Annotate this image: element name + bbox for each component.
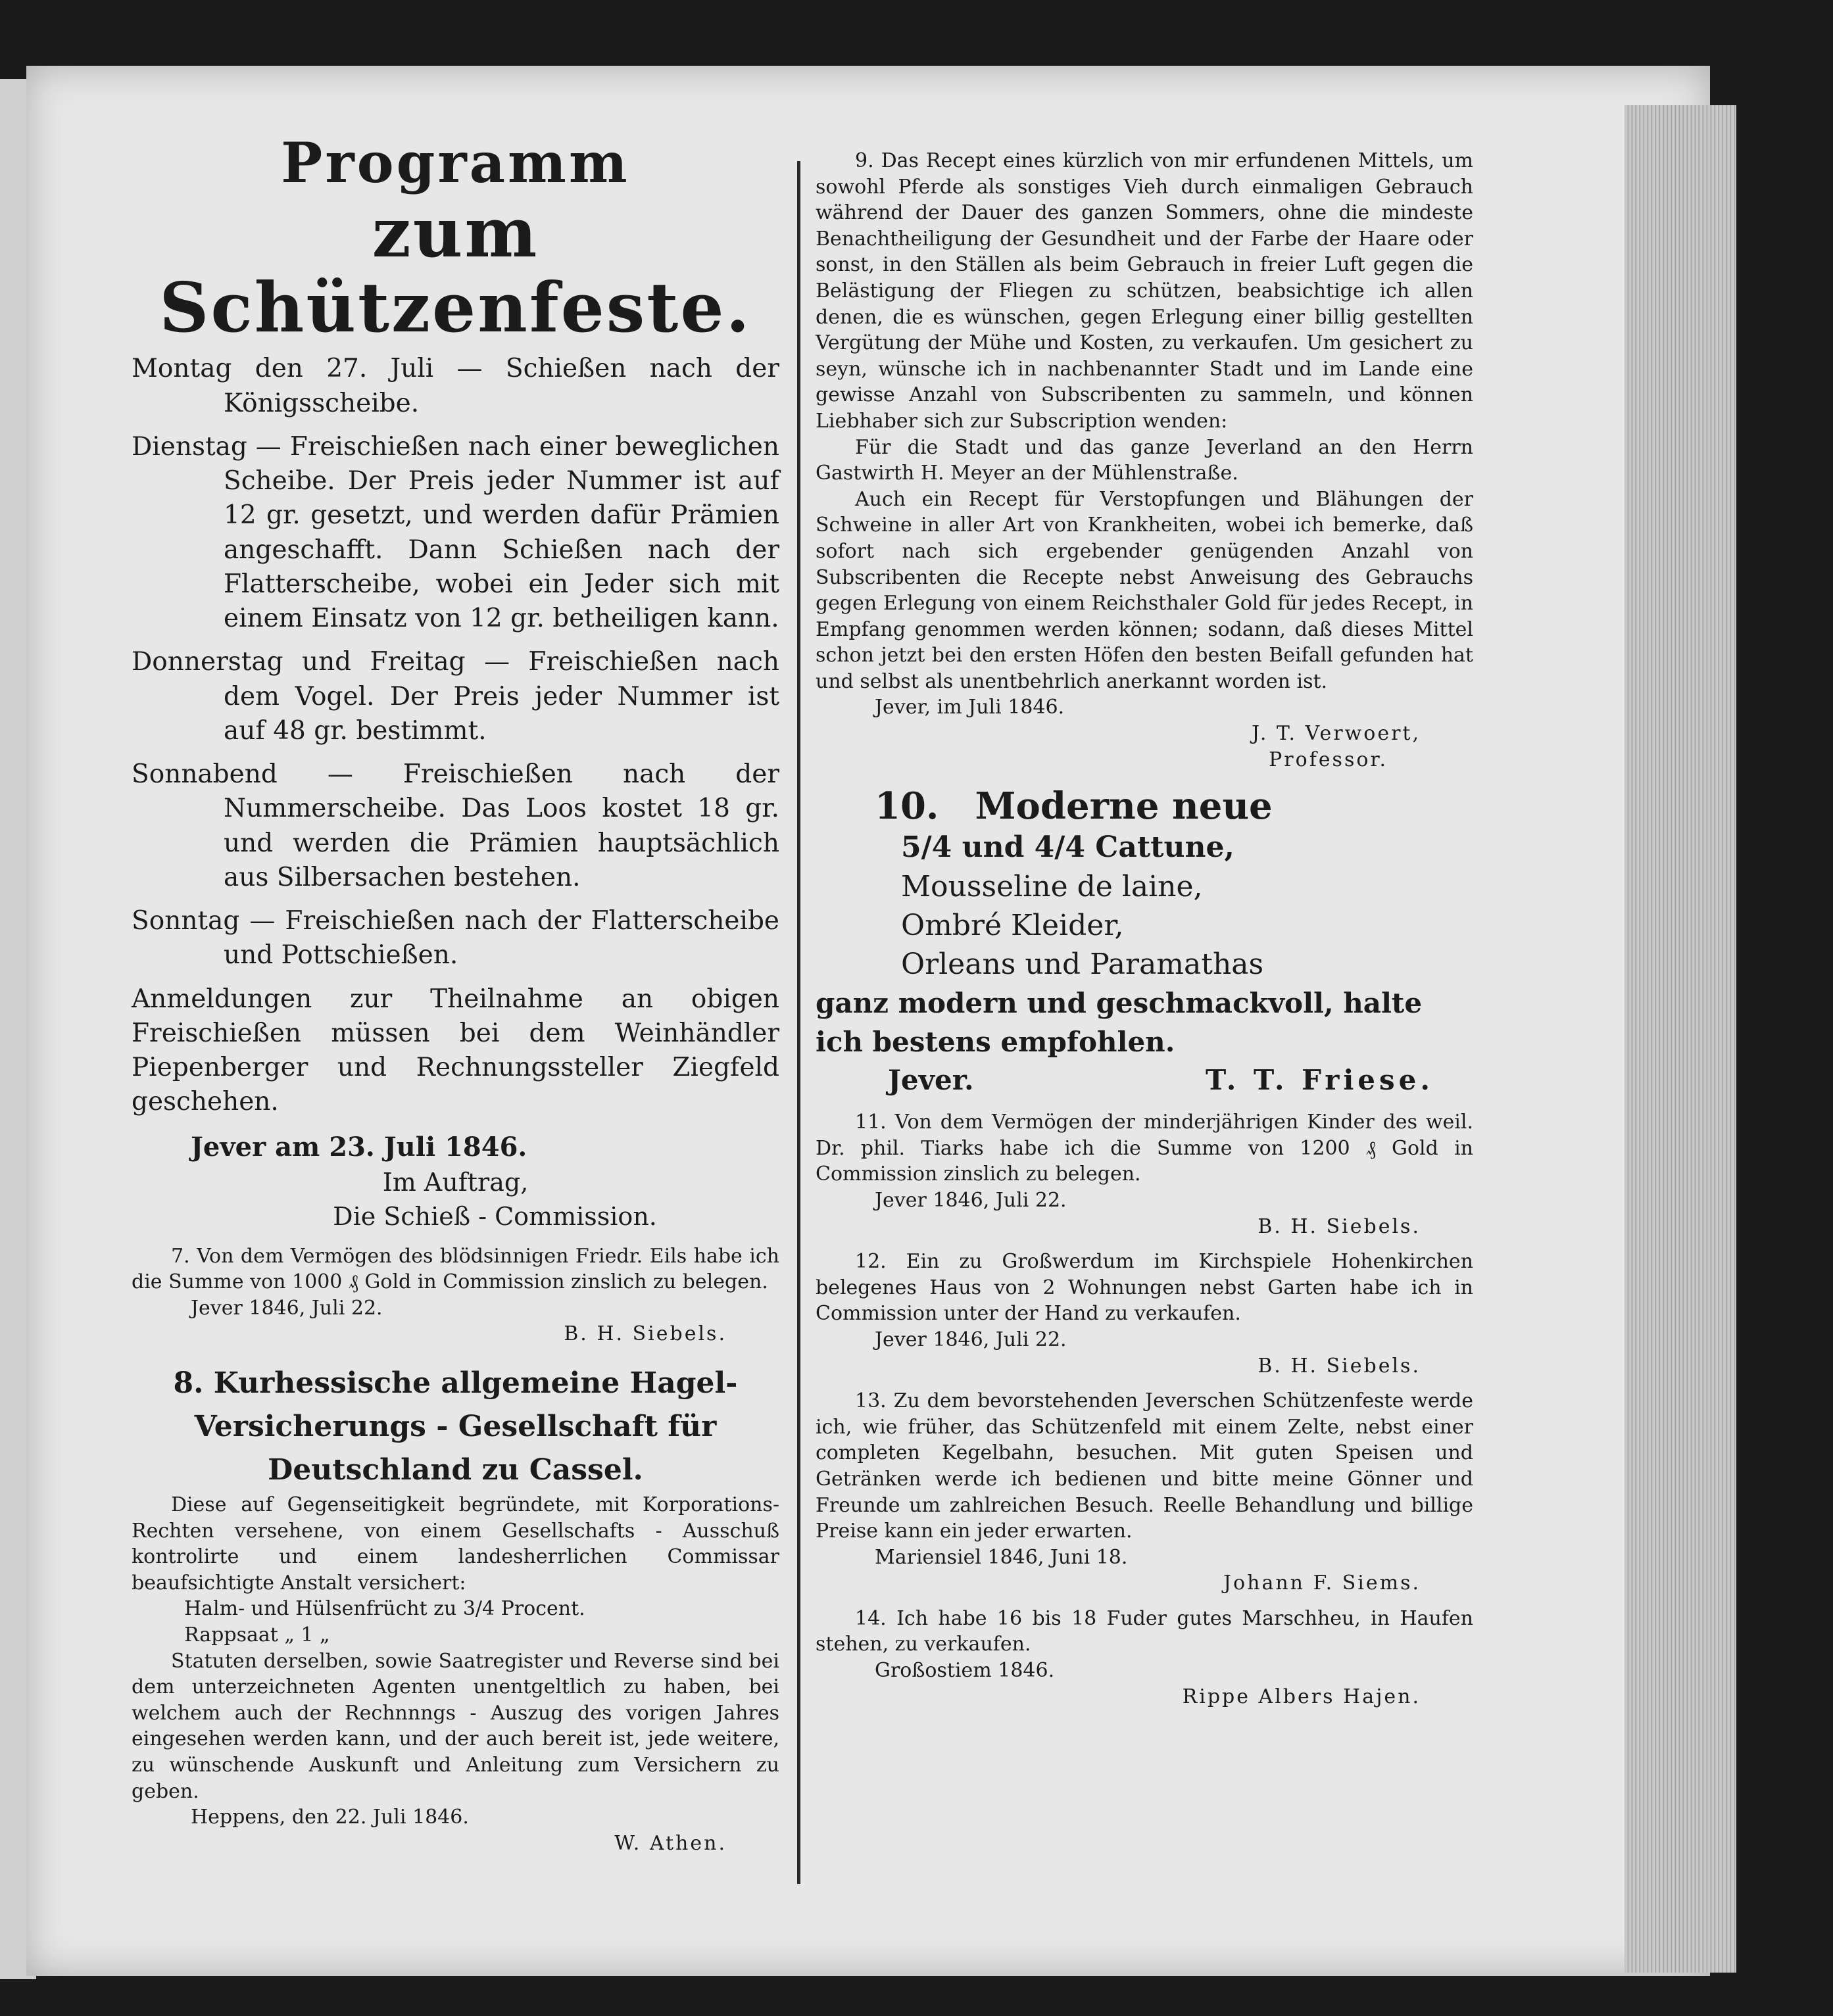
ad8-text: Diese auf Gegenseitigkeit begründete, mit Korporations-Rechten versehene, von einem Gesellschafts - Ausschuß kontrolirte und einem landesherrlichen Commissar beaufsichtigte Anstalt versichert: — [132, 1493, 779, 1595]
ad13-signature: Johann F. Siems. — [1223, 1572, 1421, 1595]
ad12-signature: B. H. Siebels. — [1258, 1354, 1421, 1378]
ad9-date: Jever, im Juli 1846. — [875, 696, 1065, 719]
ad10-place: Jever. — [888, 1064, 974, 1097]
program-signature-1: Im Auftrag, — [382, 1167, 529, 1197]
program-title-line1: Programm — [281, 130, 630, 195]
schedule-thursday-friday: Donnerstag und Freitag — Freischießen nach dem Vogel. Der Preis jeder Nummer ist auf 48 gr. bestimmt. — [132, 647, 779, 746]
ad7-date: Jever 1846, Juli 22. — [191, 1296, 383, 1320]
ad10-line-2: Mousseline de laine, — [901, 869, 1203, 903]
ad10-text: ganz modern und geschmackvoll, halte ich bestens empfohlen. — [816, 986, 1423, 1058]
page-edges — [1625, 105, 1736, 1973]
schedule-tuesday: Dienstag — Freischießen nach einer beweglichen Scheibe. Der Preis jeder Nummer ist auf 12 gr. gesetzt, und werden dafür Prämien angeschafft. Dann Schießen nach der Flatterscheibe, wobei ein Jeder sich mit einem Einsatz von 12 gr. betheiligen kann. — [132, 431, 779, 634]
ad10-line-3: Ombré Kleider, — [901, 909, 1124, 943]
ad8-rate-2: Rappsaat „ 1 „ — [184, 1623, 330, 1647]
ad10-number: 10. — [875, 784, 939, 828]
ad9-text: 9. Das Recept eines kürzlich von mir erfundenen Mittels, um sowohl Pferde als sonstiges Vieh durch einmaligen Gebrauch während der Dauer des ganzen Sommers, ohne die mindeste Benachtheiligung der Gesundheit und der Farbe der Haare oder sonst, in den Ställen als beim Gebrauch in freier Luft gegen die Belästigung der Fliegen zu schützen, beabsichtige ich allen denen, die es wünschen, gegen Erlegung einer billig gestellten Vergütung der Mühe und Kosten, zu verkaufen. Um gesichert zu seyn, wünsche ich in nachbenannter Stadt und im Lande eine gewisse Anzahl von Subscribenten zu sammeln, und können Liebhaber sich zur Subscription wenden: — [816, 149, 1473, 433]
ad11-signature: B. H. Siebels. — [1258, 1214, 1421, 1238]
ad10-line-4: Orleans und Paramathas — [901, 948, 1264, 982]
ad9-signature-1: J. T. Verwoert, — [1252, 722, 1421, 746]
ad10-heading: Moderne neue — [975, 784, 1273, 828]
ad14-text: 14. Ich habe 16 bis 18 Fuder gutes Marschheu, in Haufen stehen, zu verkaufen. — [816, 1606, 1473, 1656]
schedule-sunday: Sonntag — Freischießen nach der Flatterscheibe und Pottschießen. — [132, 906, 779, 971]
ad8-heading-2: Versicherungs - Gesellschaft für — [194, 1410, 717, 1444]
ad7-text: 7. Von dem Vermögen des blödsinnigen Friedr. Eils habe ich die Summe von 1000 ₰ Gold in Commission zinslich zu belegen. — [132, 1244, 779, 1294]
ad12-text: 12. Ein zu Großwerdum im Kirchspiele Hohenkirchen belegenes Haus von 2 Wohnungen nebst Garten habe ich in Commission unter der Hand zu verkaufen. — [816, 1250, 1473, 1326]
ad8-heading-3: Deutschland zu Cassel. — [268, 1453, 643, 1487]
registration-notice: Anmeldungen zur Theilnahme an obigen Freischießen müssen bei dem Weinhändler Piepenberger und Rechnungssteller Ziegfeld geschehen. — [132, 984, 779, 1117]
ad13-text: 13. Zu dem bevorstehenden Jeverschen Schützenfeste werde ich, wie früher, das Schützenfeld mit einem Zelte, nebst einer completen Kegelbahn, besuchen. Mit guten Speisen und Getränken werde ich bedienen und bitte meine Gönner und Freunde um zahlreichen Besuch. Reelle Behandlung und billige Preise kann ein jeder erwarten. — [816, 1389, 1473, 1543]
ad14-date: Großostiem 1846. — [875, 1659, 1055, 1683]
ad8-signature: W. Athen. — [614, 1831, 727, 1855]
ad9-signature-2: Professor. — [1269, 748, 1388, 771]
program-title-line2: zum Schützenfeste. — [159, 191, 752, 348]
ad7-signature: B. H. Siebels. — [564, 1322, 727, 1346]
ad8-text-2: Statuten derselben, sowie Saatregister und Reverse sind bei dem unterzeichneten Agenten unentgeltlich zu haben, bei welchem auch der Rechnnngs - Auszug des vorigen Jahres eingesehen werden kann, und der auch bereit ist, jede weitere, zu wünschende Auskunft und Anleitung zum Versichern zu geben. — [132, 1649, 779, 1803]
ad9-text-2: Für die Stadt und das ganze Jeverland an den Herrn Gastwirth H. Meyer an der Mühlenstraße. — [816, 435, 1473, 485]
schedule-monday: Montag den 27. Juli — Schießen nach der Königsscheibe. — [132, 354, 779, 418]
ad14-signature: Rippe Albers Hajen. — [1182, 1685, 1421, 1708]
ad10-signature: T. T. Friese. — [1205, 1064, 1434, 1097]
left-column — [132, 132, 779, 1856]
ad9-text-3: Auch ein Recept für Verstopfungen und Blähungen der Schweine in aller Art von Krankheiten, wobei ich bemerke, daß sofort nach sich ergebender genügenden Anzahl von Subscribenten die Recepte nebst Anweisung des Gebrauchs gegen Erlegung von einem Reichsthaler Gold für jedes Recept, in Empfang genommen werden können; sodann, daß dieses Mittel schon jetzt bei den ersten Höfen den besten Beifall gefunden hat und selbst als unentbehrlich anerkannt worden ist. — [816, 487, 1473, 693]
ad8-heading-1: 8. Kurhessische allgemeine Hagel- — [173, 1366, 738, 1401]
ad8-date: Heppens, den 22. Juli 1846. — [191, 1806, 469, 1829]
ad13-date: Mariensiel 1846, Juni 18. — [875, 1545, 1128, 1569]
ad8-rate-1: Halm- und Hülsenfrücht zu 3/4 Procent. — [184, 1597, 585, 1621]
program-date: Jever am 23. Juli 1846. — [191, 1131, 527, 1163]
column-divider — [797, 161, 800, 1884]
right-column — [816, 148, 1473, 1710]
schedule-saturday: Sonnabend — Freischießen nach der Nummerscheibe. Das Loos kostet 18 gr. und werden die Prämien hauptsächlich aus Silbersachen bestehen. — [132, 759, 779, 892]
ad12-date: Jever 1846, Juli 22. — [875, 1328, 1067, 1351]
ad11-text: 11. Von dem Vermögen der minderjährigen Kinder des weil. Dr. phil. Tiarks habe ich die Summe von 1200 ₰ Gold in Commission zinslich zu belegen. — [816, 1111, 1473, 1186]
ad10-line-1: 5/4 und 4/4 Cattune, — [901, 830, 1234, 865]
ad11-date: Jever 1846, Juli 22. — [875, 1188, 1067, 1212]
ad10-block — [816, 784, 1473, 1100]
program-signature-2: Die Schieß - Commission. — [333, 1202, 657, 1232]
